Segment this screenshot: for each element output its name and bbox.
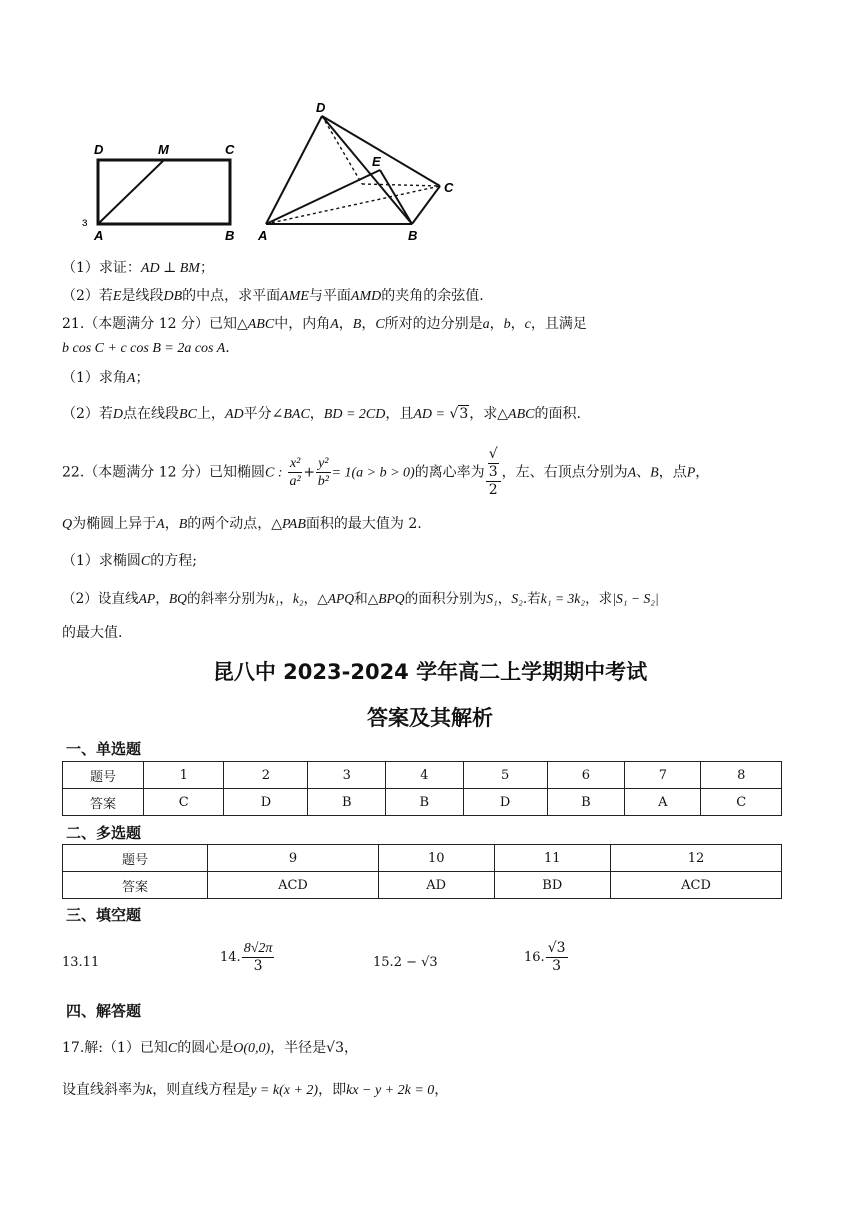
table-cell: B bbox=[547, 789, 625, 816]
label-E: E bbox=[372, 154, 381, 169]
fill-blank-heading: 三、填空题 bbox=[66, 906, 142, 924]
answer-13: 13.11 bbox=[62, 955, 100, 970]
table-cell: D bbox=[224, 789, 308, 816]
row-label: 题号 bbox=[63, 845, 208, 872]
table-cell: AD bbox=[378, 872, 494, 899]
q22-part1: （1）求椭圆C的方程; bbox=[62, 553, 197, 569]
table-cell: ACD bbox=[208, 872, 379, 899]
table-cell: 5 bbox=[463, 762, 547, 789]
answer-14: 14. $\frac{8√2\pi}{3}$ bbox=[220, 941, 273, 974]
pyramid-figure bbox=[256, 98, 486, 242]
label-A: A bbox=[258, 228, 268, 242]
multi-choice-heading: 二、多选题 bbox=[66, 824, 142, 842]
table-cell: BD bbox=[494, 872, 611, 899]
single-choice-heading: 一、单选题 bbox=[66, 740, 142, 758]
table-cell: 1 bbox=[144, 762, 224, 789]
label-B: B bbox=[225, 228, 235, 242]
table-cell: 6 bbox=[547, 762, 625, 789]
table-row bbox=[63, 872, 782, 899]
table-cell: 11 bbox=[494, 845, 611, 872]
q21-equation: b cos C + c cos B = 2a cos A. bbox=[62, 340, 230, 356]
table-cell: 10 bbox=[378, 845, 494, 872]
q21-stem: 21.（本题满分 12 分）已知△ABC中，内角A，B，C所对的边分别是a，b，c，且满足 bbox=[62, 316, 587, 332]
label-M: M bbox=[158, 142, 169, 157]
multi-choice-table bbox=[62, 844, 782, 899]
rectangle-figure bbox=[80, 138, 250, 242]
table-cell: 12 bbox=[611, 845, 782, 872]
answer-subtitle: 答案及其解析 bbox=[367, 706, 493, 730]
table-cell: B bbox=[308, 789, 386, 816]
label-mark: ɜ bbox=[82, 215, 88, 229]
label-B: B bbox=[408, 228, 418, 242]
answer-title: 昆八中 2023-2024 学年高二上学期期中考试 bbox=[212, 660, 648, 684]
table-cell: 7 bbox=[625, 762, 701, 789]
table-cell: 9 bbox=[208, 845, 379, 872]
answer-16: 16. $\frac{√3}{3}$ bbox=[524, 940, 566, 974]
label-C: C bbox=[225, 142, 235, 157]
table-cell: D bbox=[463, 789, 547, 816]
solution-17-line1: 17.解:（1）已知C的圆心是O(0,0)，半径是√3， bbox=[62, 1040, 358, 1056]
table-row bbox=[63, 845, 782, 872]
solutions-heading: 四、解答题 bbox=[66, 1002, 142, 1020]
label-D: D bbox=[316, 100, 326, 115]
q22-part2: （2）设直线AP，BQ的斜率分别为k₁，k₂，△APQ和△BPQ的面积分别为S₁，S₂.若k₁ = 3k₂，求|S₁ − S₂| bbox=[62, 591, 659, 607]
answer-15: 15.2 − √3 bbox=[373, 955, 438, 970]
row-label: 答案 bbox=[63, 789, 144, 816]
label-D: D bbox=[94, 142, 104, 157]
q22-part2-end: 的最大值. bbox=[62, 625, 123, 641]
table-cell: C bbox=[144, 789, 224, 816]
q20-part1: （1）求证：AD ⊥ BM； bbox=[62, 260, 214, 276]
q22-stem-line2: Q为椭圆上异于A，B的两个动点，△PAB面积的最大值为 2. bbox=[62, 516, 422, 532]
table-cell: 4 bbox=[386, 762, 464, 789]
table-cell: 8 bbox=[701, 762, 782, 789]
table-row bbox=[63, 789, 782, 816]
table-cell: 3 bbox=[308, 762, 386, 789]
row-label: 答案 bbox=[63, 872, 208, 899]
solution-17-line2: 设直线斜率为k，则直线方程是y = k(x + 2)，即kx − y + 2k = 0， bbox=[62, 1082, 449, 1098]
table-cell: A bbox=[625, 789, 701, 816]
q20-part2: （2）若E是线段DB的中点，求平面AME与平面AMD的夹角的余弦值. bbox=[62, 288, 484, 304]
table-cell: ACD bbox=[611, 872, 782, 899]
table-cell: C bbox=[701, 789, 782, 816]
label-C: C bbox=[444, 180, 454, 195]
row-label: 题号 bbox=[63, 762, 144, 789]
q22-stem: 22.（本题满分 12 分）已知椭圆C : $\frac{\text{x²}}{\text{a²}}$ + $\frac{\text{y²}}{\text{b²}}$ = 1(a > b > 0)的离心率为 √ 3 2 ，左、右顶点分别为A、B，点P， bbox=[62, 446, 710, 498]
table-cell: 2 bbox=[224, 762, 308, 789]
table-cell: B bbox=[386, 789, 464, 816]
table-row bbox=[63, 762, 782, 789]
q21-part2: （2）若D点在线段BC上，AD平分∠BAC，BD = 2CD，且AD = √3，求△ABC的面积. bbox=[62, 406, 581, 422]
single-choice-table bbox=[62, 761, 782, 816]
q21-part1: （1）求角A； bbox=[62, 370, 150, 386]
label-A: A bbox=[94, 228, 104, 242]
